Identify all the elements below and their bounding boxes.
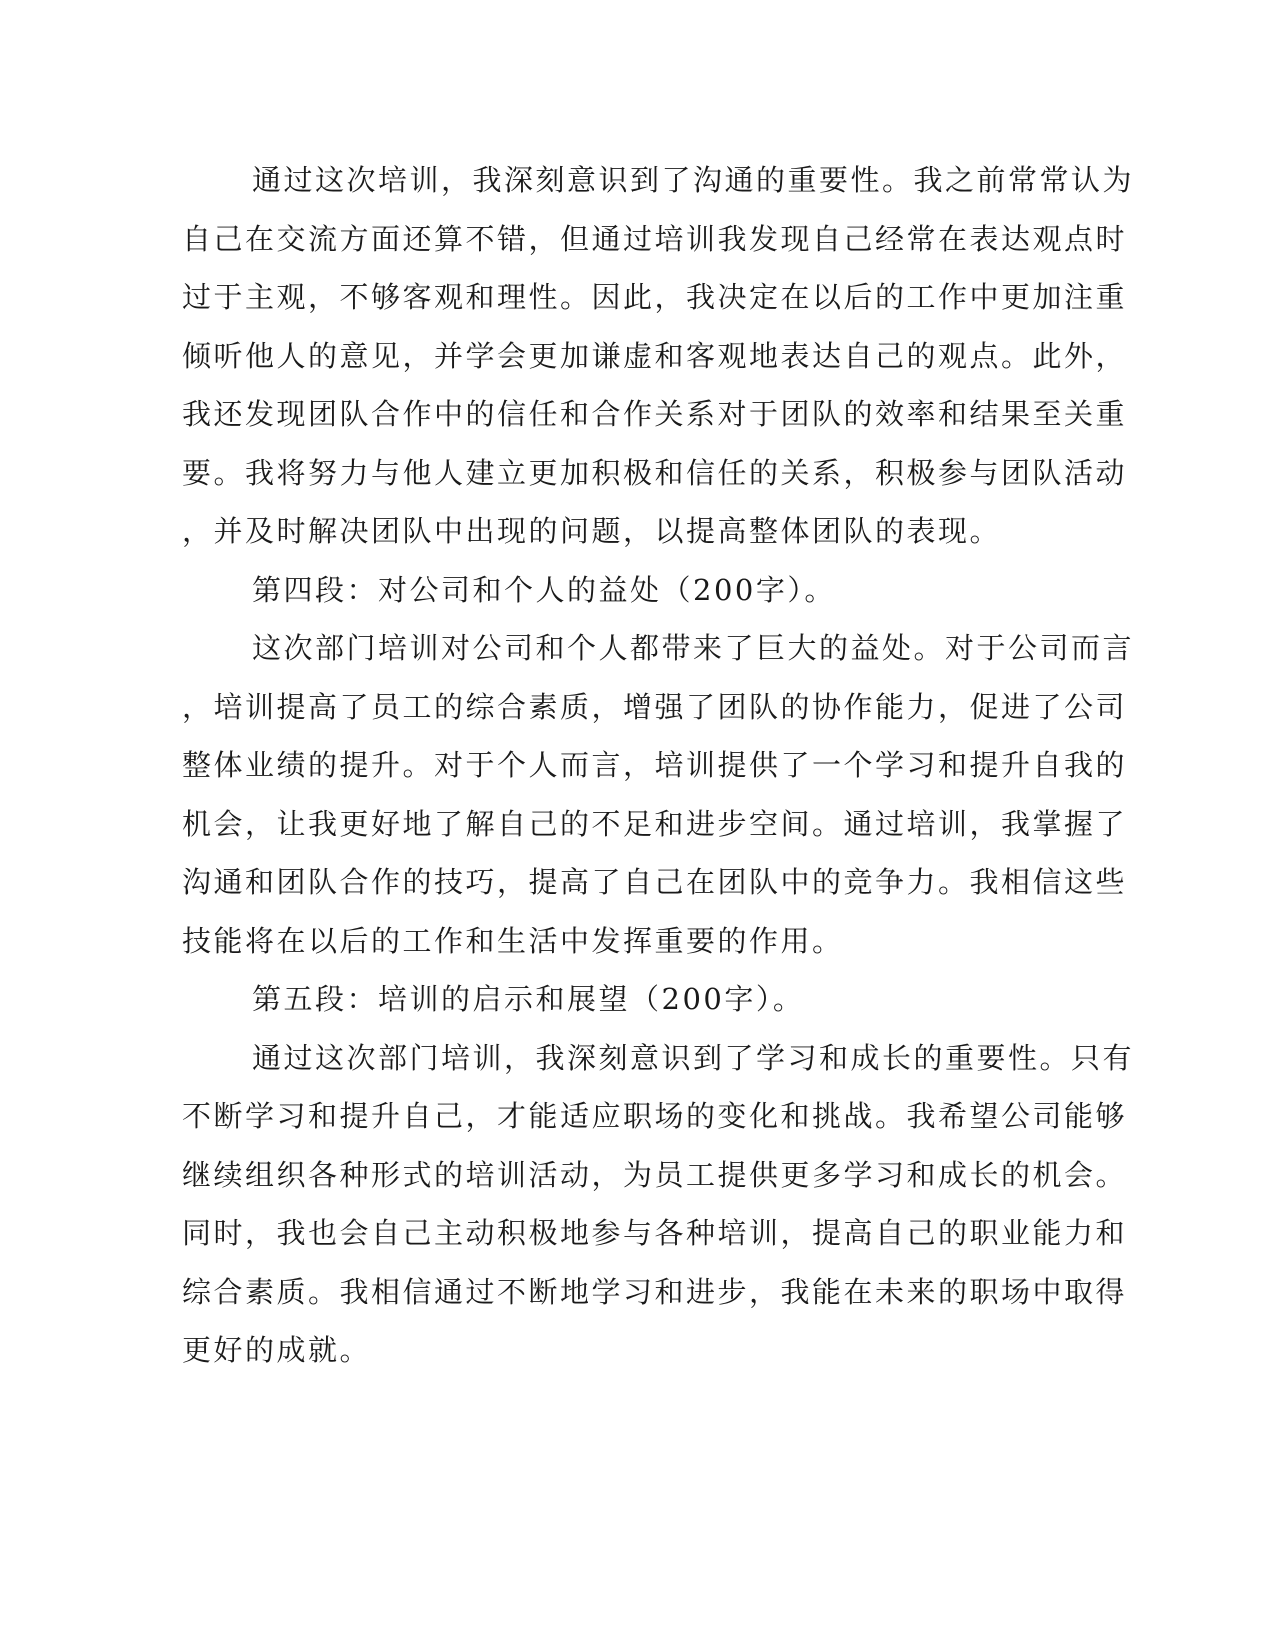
paragraph-2-line-1: 这次部门培训对公司和个人都带来了巨大的益处。对于公司而言 bbox=[252, 631, 1135, 665]
paragraph-1-line-2: 自己在交流方面还算不错，但通过培训我发现自己经常在表达观点时 bbox=[182, 222, 1128, 256]
section-heading-5: 第五段：培训的启示和展望（200字）。 bbox=[252, 982, 805, 1016]
paragraph-1-line-3: 过于主观，不够客观和理性。因此，我决定在以后的工作中更加注重 bbox=[182, 280, 1128, 314]
paragraph-2-line-4: 机会，让我更好地了解自己的不足和进步空间。通过培训，我掌握了 bbox=[182, 807, 1128, 841]
paragraph-2-line-6: 技能将在以后的工作和生活中发挥重要的作用。 bbox=[182, 924, 844, 958]
paragraph-1-line-6: 要。我将努力与他人建立更加积极和信任的关系，积极参与团队活动 bbox=[182, 456, 1128, 490]
paragraph-3-line-6: 更好的成就。 bbox=[182, 1333, 372, 1367]
paragraph-1-line-7: ，并及时解决团队中出现的问题，以提高整体团队的表现。 bbox=[182, 514, 1002, 548]
paragraph-2-line-5: 沟通和团队合作的技巧，提高了自己在团队中的竞争力。我相信这些 bbox=[182, 865, 1128, 899]
paragraph-2-line-3: 整体业绩的提升。对于个人而言，培训提供了一个学习和提升自我的 bbox=[182, 748, 1128, 782]
paragraph-1-line-5: 我还发现团队合作中的信任和合作关系对于团队的效率和结果至关重 bbox=[182, 397, 1128, 431]
paragraph-3-line-1: 通过这次部门培训，我深刻意识到了学习和成长的重要性。只有 bbox=[252, 1041, 1135, 1075]
paragraph-3-line-2: 不断学习和提升自己，才能适应职场的变化和挑战。我希望公司能够 bbox=[182, 1099, 1128, 1133]
paragraph-1-line-4: 倾听他人的意见，并学会更加谦虚和客观地表达自己的观点。此外， bbox=[182, 339, 1128, 373]
paragraph-3-line-3: 继续组织各种形式的培训活动，为员工提供更多学习和成长的机会。 bbox=[182, 1158, 1128, 1192]
paragraph-3-line-4: 同时，我也会自己主动积极地参与各种培训，提高自己的职业能力和 bbox=[182, 1216, 1128, 1250]
paragraph-1-line-1: 通过这次培训，我深刻意识到了沟通的重要性。我之前常常认为 bbox=[252, 163, 1135, 197]
paragraph-2-line-2: ，培训提高了员工的综合素质，增强了团队的协作能力，促进了公司 bbox=[182, 690, 1128, 724]
section-heading-4: 第四段：对公司和个人的益处（200字）。 bbox=[252, 573, 836, 607]
paragraph-3-line-5: 综合素质。我相信通过不断地学习和进步，我能在未来的职场中取得 bbox=[182, 1275, 1128, 1309]
